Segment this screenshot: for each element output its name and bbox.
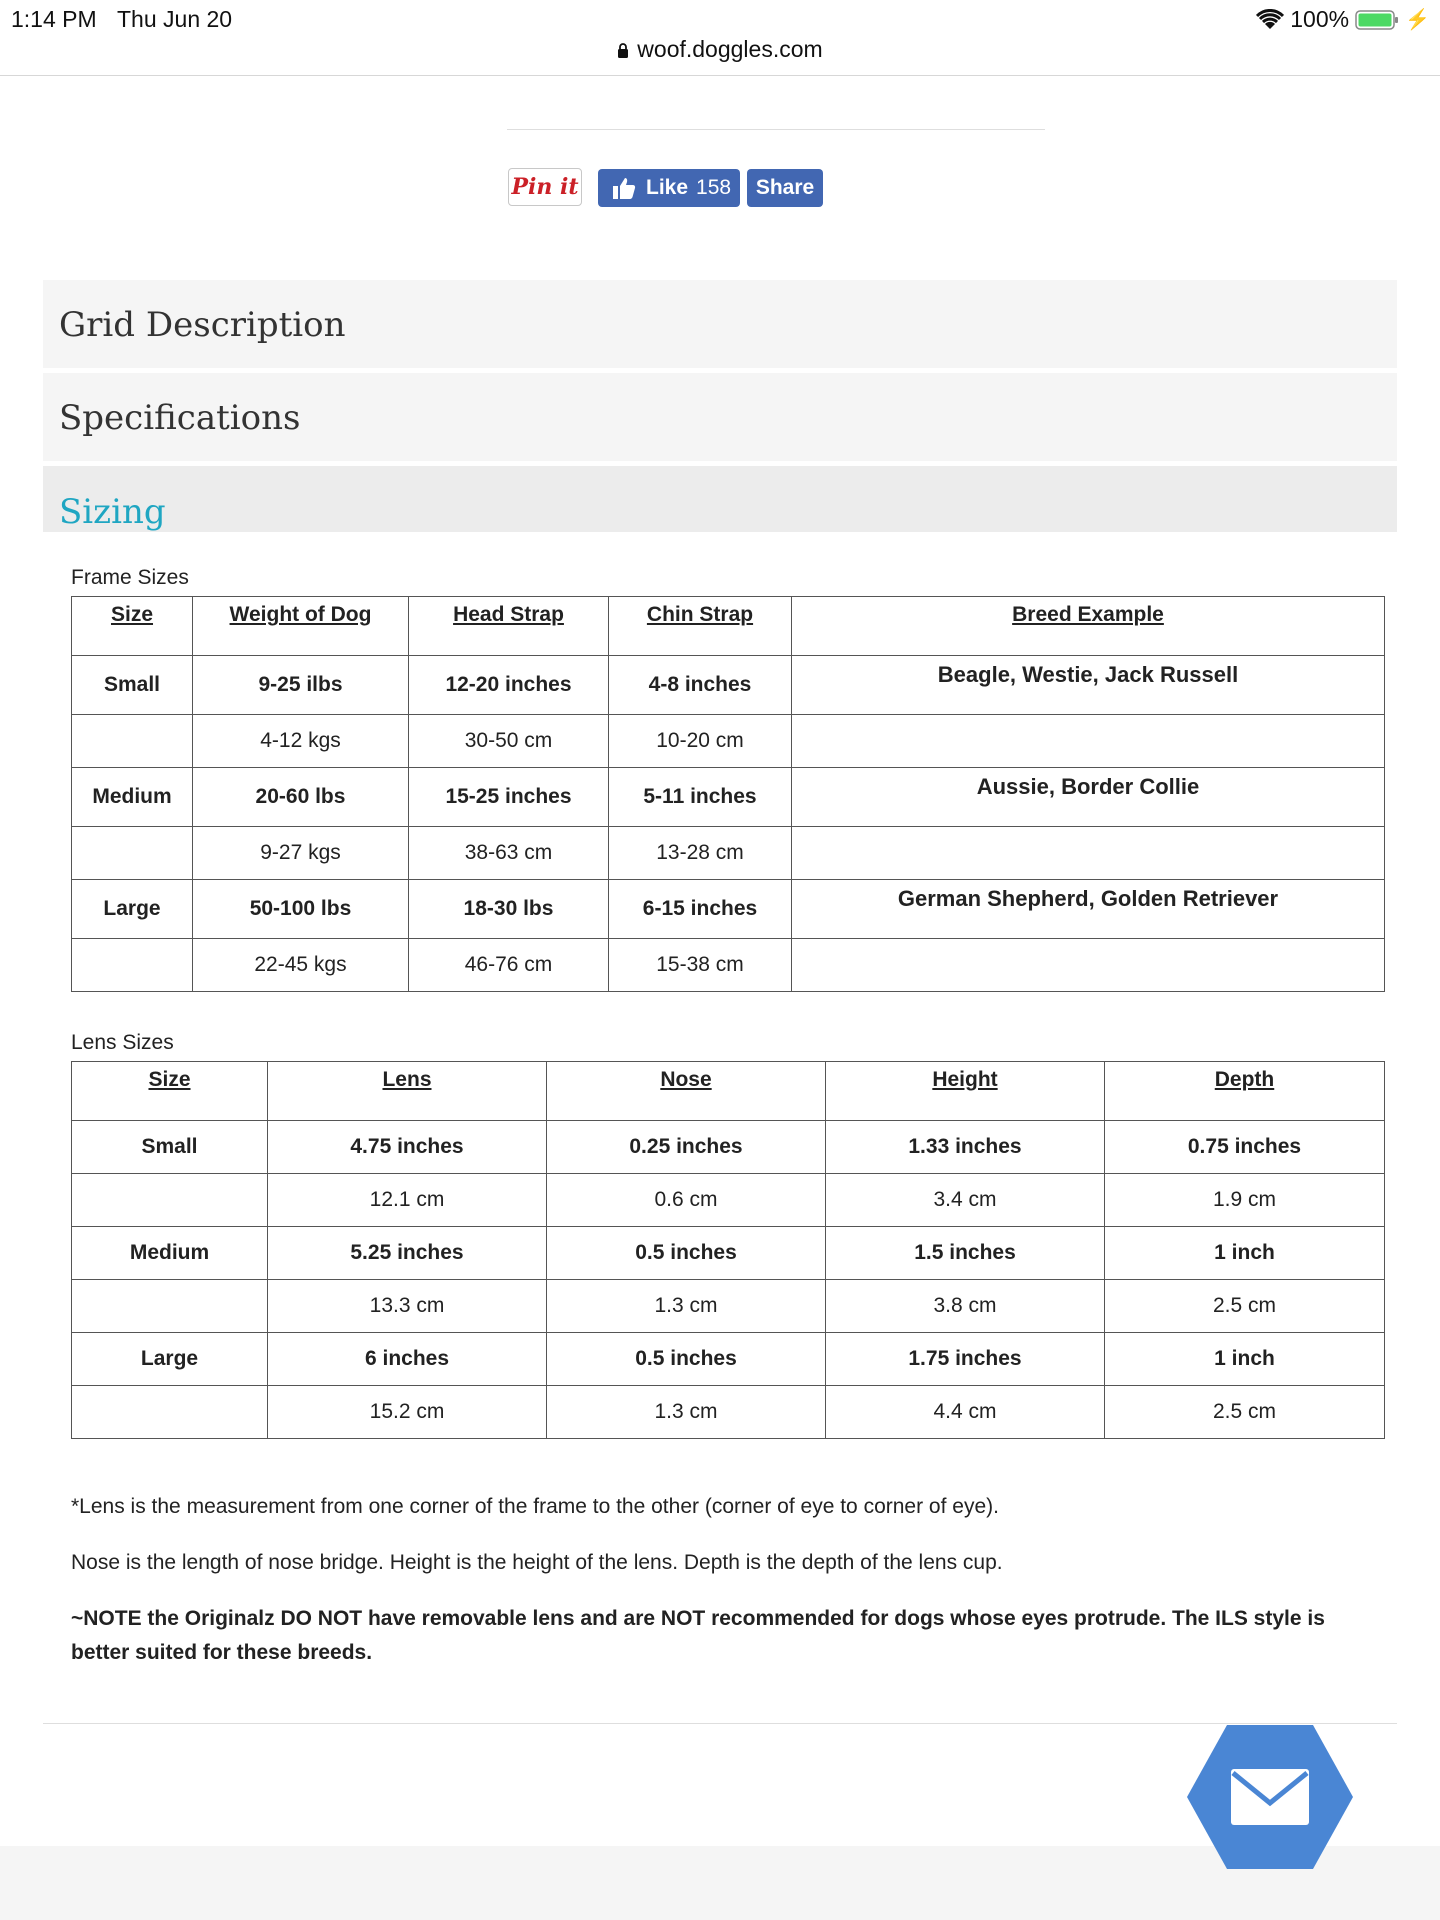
table-cell: 1.3 cm — [547, 1280, 826, 1333]
column-header: Nose — [547, 1062, 826, 1121]
status-time: 1:14 PM — [11, 6, 97, 32]
table-cell: 2.5 cm — [1105, 1386, 1385, 1439]
table-cell — [72, 715, 193, 768]
column-header: Size — [72, 1062, 268, 1121]
table-cell — [72, 1174, 268, 1227]
table-row — [72, 827, 1385, 880]
table-row — [72, 1280, 1385, 1333]
table-cell: 50-100 lbs — [193, 880, 409, 939]
column-header: Height — [826, 1062, 1105, 1121]
table-cell: 1.33 inches — [826, 1121, 1105, 1174]
table-row — [72, 1227, 1385, 1280]
table-cell: 13.3 cm — [268, 1280, 547, 1333]
column-header: Weight of Dog — [193, 597, 409, 656]
column-header: Chin Strap — [609, 597, 792, 656]
table-cell: 13-28 cm — [609, 827, 792, 880]
table-cell: 5-11 inches — [609, 768, 792, 827]
table-cell: 9-25 ilbs — [193, 656, 409, 715]
table-cell: 30-50 cm — [409, 715, 609, 768]
status-right — [1256, 6, 1430, 33]
table-cell: Medium — [72, 1227, 268, 1280]
table-cell: 3.4 cm — [826, 1174, 1105, 1227]
table-cell: 18-30 lbs — [409, 880, 609, 939]
table-row — [72, 715, 1385, 768]
table-cell: 4-12 kgs — [193, 715, 409, 768]
nose-note: Nose is the length of nose bridge. Height is the height of the lens. Depth is the depth of the lens cup. — [71, 1551, 1003, 1574]
table-header-row — [72, 597, 1385, 656]
table-row — [72, 768, 1385, 827]
table-row — [72, 1121, 1385, 1174]
status-bar — [0, 0, 1440, 76]
table-cell: 5.25 inches — [268, 1227, 547, 1280]
table-cell: 10-20 cm — [609, 715, 792, 768]
table-cell: 9-27 kgs — [193, 827, 409, 880]
lens-note: *Lens is the measurement from one corner of the frame to the other (corner of eye to corner of eye). — [71, 1495, 999, 1518]
table-cell: 46-76 cm — [409, 939, 609, 992]
table-cell: 22-45 kgs — [193, 939, 409, 992]
table-cell: 38-63 cm — [409, 827, 609, 880]
column-header: Size — [72, 597, 193, 656]
table-cell: 12-20 inches — [409, 656, 609, 715]
facebook-like-button[interactable] — [598, 169, 740, 207]
table-cell: 15-38 cm — [609, 939, 792, 992]
sizing-notes — [71, 1490, 1371, 1692]
like-count: 158 — [696, 176, 732, 199]
table-cell: 1.5 inches — [826, 1227, 1105, 1280]
table-cell — [792, 939, 1385, 992]
table-cell: 1.9 cm — [1105, 1174, 1385, 1227]
table-cell: 6-15 inches — [609, 880, 792, 939]
frame-sizes-table — [71, 596, 1385, 992]
url-text: woof.doggles.com — [637, 36, 823, 62]
table-cell: 1.75 inches — [826, 1333, 1105, 1386]
table-cell: 20-60 lbs — [193, 768, 409, 827]
table-cell: 0.5 inches — [547, 1227, 826, 1280]
warning-note: ~NOTE the Originalz DO NOT have removable lens and are NOT recommended for dogs whose eyes protrude. The ILS style is better suited for these breeds. — [71, 1607, 1325, 1664]
table-row — [72, 939, 1385, 992]
battery-icon — [1355, 9, 1399, 31]
charging-icon: ⚡ — [1405, 9, 1430, 31]
table-cell: 1 inch — [1105, 1227, 1385, 1280]
pin-it-button[interactable]: Pin it — [508, 168, 582, 206]
table-cell — [792, 827, 1385, 880]
accordion-grid-description[interactable]: Grid Description — [43, 280, 1397, 370]
table-cell: Large — [72, 1333, 268, 1386]
table-cell — [72, 939, 193, 992]
table-cell: 1.3 cm — [547, 1386, 826, 1439]
top-divider — [507, 129, 1045, 130]
table-cell: 15.2 cm — [268, 1386, 547, 1439]
table-cell: 4-8 inches — [609, 656, 792, 715]
accordion-sizing[interactable]: Sizing — [43, 466, 1397, 532]
table-row — [72, 656, 1385, 715]
table-cell: 0.6 cm — [547, 1174, 826, 1227]
column-header: Depth — [1105, 1062, 1385, 1121]
table-row — [72, 1333, 1385, 1386]
wifi-icon — [1256, 9, 1284, 31]
lock-icon — [617, 43, 629, 58]
battery-percent: 100% — [1290, 6, 1350, 32]
lens-sizes-table — [71, 1061, 1385, 1439]
column-header: Breed Example — [792, 597, 1385, 656]
table-cell: 2.5 cm — [1105, 1280, 1385, 1333]
table-cell: 0.25 inches — [547, 1121, 826, 1174]
table-cell — [792, 715, 1385, 768]
table-cell: 4.75 inches — [268, 1121, 547, 1174]
table-cell: 15-25 inches — [409, 768, 609, 827]
column-header: Head Strap — [409, 597, 609, 656]
table-cell: 0.5 inches — [547, 1333, 826, 1386]
table-cell: Small — [72, 1121, 268, 1174]
frame-sizes-caption: Frame Sizes — [71, 566, 189, 589]
like-label: Like — [646, 176, 689, 199]
table-cell: German Shepherd, Golden Retriever — [792, 880, 1385, 939]
table-cell: 4.4 cm — [826, 1386, 1105, 1439]
column-header: Lens — [268, 1062, 547, 1121]
table-cell: Aussie, Border Collie — [792, 768, 1385, 827]
table-row — [72, 880, 1385, 939]
table-cell — [72, 1280, 268, 1333]
table-header-row — [72, 1062, 1385, 1121]
table-cell: Small — [72, 656, 193, 715]
table-cell: 3.8 cm — [826, 1280, 1105, 1333]
table-cell: 12.1 cm — [268, 1174, 547, 1227]
table-cell: 1 inch — [1105, 1333, 1385, 1386]
thumbs-up-icon — [612, 176, 636, 200]
table-cell — [72, 827, 193, 880]
address-bar[interactable] — [0, 36, 1440, 63]
table-row — [72, 1386, 1385, 1439]
table-cell: Beagle, Westie, Jack Russell — [792, 656, 1385, 715]
table-cell — [72, 1386, 268, 1439]
table-cell: 6 inches — [268, 1333, 547, 1386]
accordion-specifications[interactable]: Specifications — [43, 373, 1397, 463]
table-cell: Large — [72, 880, 193, 939]
table-row — [72, 1174, 1385, 1227]
table-cell: 0.75 inches — [1105, 1121, 1385, 1174]
status-date: Thu Jun 20 — [117, 6, 233, 32]
table-cell: Medium — [72, 768, 193, 827]
lens-sizes-caption: Lens Sizes — [71, 1031, 174, 1054]
mail-icon[interactable] — [1185, 1723, 1355, 1871]
facebook-share-button[interactable]: Share — [747, 169, 823, 207]
